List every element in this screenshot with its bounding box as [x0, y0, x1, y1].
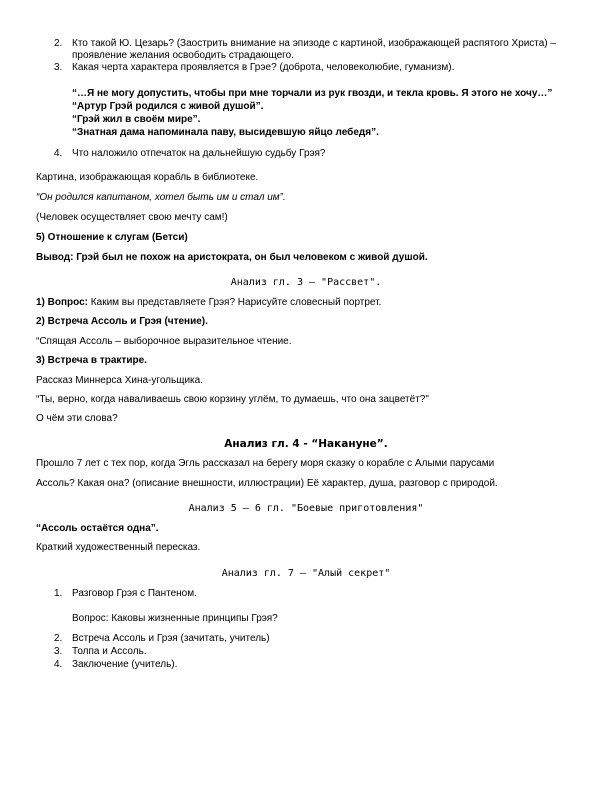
paragraph-heading: 2) Встреча Ассоль и Грэя (чтение).	[36, 316, 208, 327]
list-number: 3.	[54, 62, 63, 73]
question-label: 1) Вопрос:	[36, 297, 89, 308]
list-number: 4.	[54, 148, 63, 159]
paragraph-heading: 3) Встреча в трактире.	[36, 355, 147, 366]
quote-line: “Знатная дама напоминала паву, высидевшую яйцо лебедя”.	[72, 127, 379, 138]
list-text: Заключение (учитель).	[72, 659, 178, 670]
list-text: Толпа и Ассоль.	[72, 646, 147, 657]
section-heading: Анализ 5 – 6 гл. "Боевые приготовления"	[188, 503, 424, 514]
list-text	[72, 38, 572, 62]
list-text: Какая черта характера проявляется в Грэе? (доброта, человеколюбие, гуманизм).	[72, 62, 455, 73]
paragraph-heading: “Ассоль остаётся одна”.	[36, 523, 159, 534]
list-number: 2.	[54, 633, 63, 644]
list-number: 2.	[54, 38, 63, 49]
conclusion: Вывод: Грэй был не похож на аристократа, он был человеком с живой душой.	[36, 252, 428, 263]
question-text: Каким вы представляете Грэя? Нарисуйте словесный портрет.	[88, 297, 382, 308]
paragraph-quote: “Он родился капитаном, хотел быть им и стал им”.	[36, 192, 286, 203]
paragraph: Краткий художественный пересказ.	[36, 542, 201, 553]
quote-line: “…Я не могу допустить, чтобы при мне торчали из рук гвозди, и текла кровь. Я этого не хочу…”	[72, 88, 553, 99]
paragraph: “Ты, верно, когда наваливаешь свою корзину углём, то думаешь, что она зацветёт?"	[36, 394, 429, 405]
paragraph: Прошло 7 лет с тех пор, когда Эгль рассказал на берегу моря сказку о корабле с Алыми парусами	[36, 458, 495, 469]
list-text: Что наложило отпечаток на дальнейшую судьбу Грэя?	[72, 148, 326, 159]
paragraph: “Спящая Ассоль – выборочное выразительное чтение.	[36, 336, 292, 347]
paragraph: Картина, изображающая корабль в библиотеке.	[36, 172, 259, 183]
quote-line: “Грэй жил в своём мире”.	[72, 114, 201, 125]
paragraph-heading: 5) Отношение к слугам (Бетси)	[36, 232, 188, 243]
section-heading: Анализ гл. 3 – "Рассвет".	[230, 277, 382, 288]
paragraph: (Человек осуществляет свою мечту сам!)	[36, 212, 228, 223]
paragraph: Ассоль? Какая она? (описание внешности, иллюстрации) Её характер, душа, разговор с природой.	[36, 478, 498, 489]
list-number: 3.	[54, 646, 63, 657]
section-heading: Анализ гл. 7 – "Алый секрет"	[221, 568, 391, 579]
section-heading: Анализ гл. 4 - “Накануне”.	[224, 438, 388, 450]
paragraph: Рассказ Миннерса Хина-угольщика.	[36, 375, 203, 386]
list-text: Разговор Грэя с Пантеном.	[72, 588, 197, 599]
list-number: 4.	[54, 659, 63, 670]
list-number: 1.	[54, 588, 63, 599]
paragraph	[36, 297, 576, 309]
list-text-line: Кто такой Ю. Цезарь? (Заострить внимание на эпизоде с картиной, изображающей распятого Христа) –	[72, 38, 556, 49]
list-text: Вопрос: Каковы жизненные принципы Грэя?	[72, 613, 278, 624]
list-text: Встреча Ассоль и Грэя (зачитать, учитель)	[72, 633, 270, 644]
paragraph: О чём эти слова?	[36, 413, 118, 424]
quote-line: “Артур Грэй родился с живой душой”.	[72, 101, 264, 112]
list-text-line: проявление желания освободить страдающего.	[72, 50, 294, 61]
